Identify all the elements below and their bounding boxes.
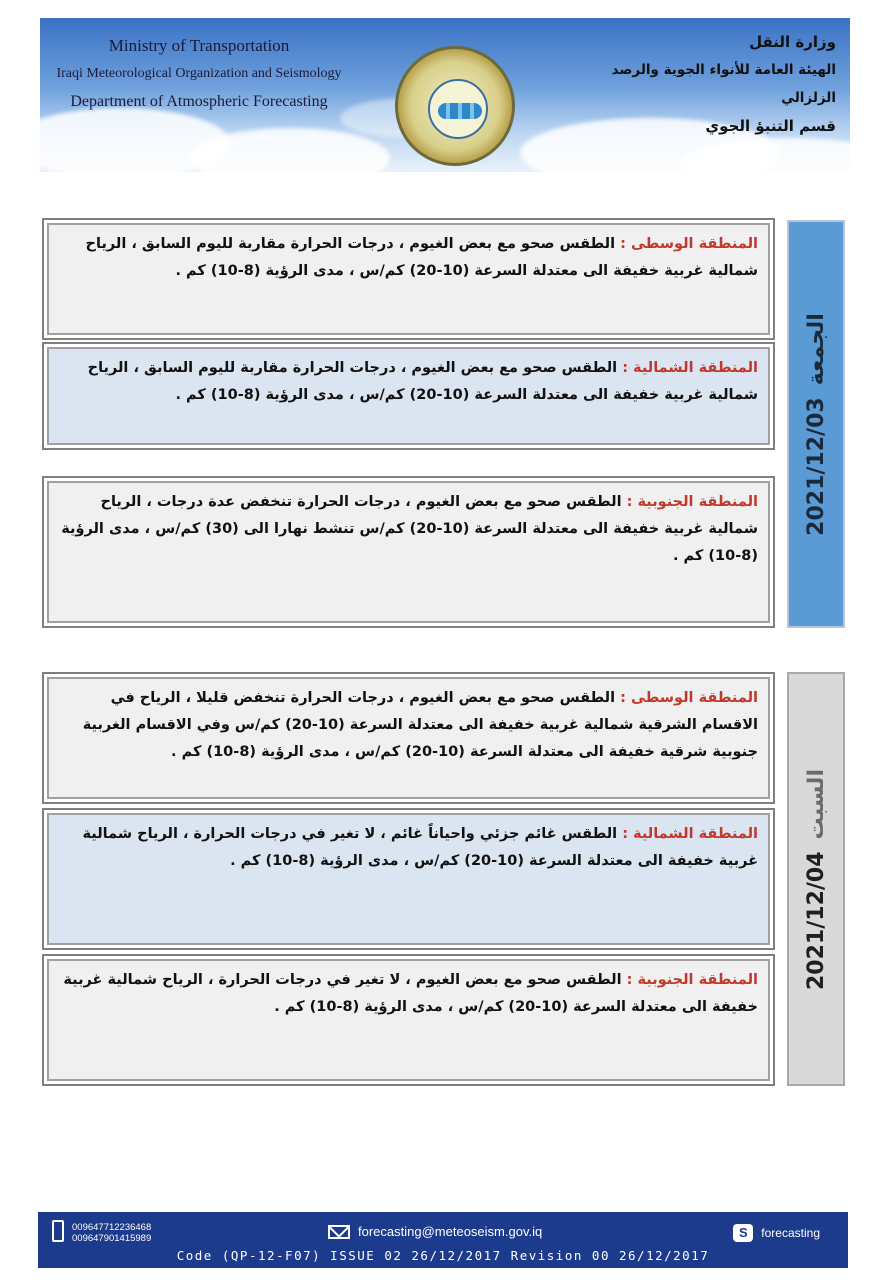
header-banner [40, 18, 850, 172]
phone-numbers [72, 1222, 151, 1244]
date-friday: 2021/12/03 [803, 396, 829, 536]
forecast-text: الطقس صحو مع بعض الغيوم ، لا تغير في درجات الحرارة ، الرياح شمالية غربية خفيفة الى معتدلة السرعة (10-20) كم/س ، مدى الرؤية (8-10) كم . [63, 972, 758, 1015]
date-bar-saturday [787, 672, 845, 1086]
date-bar-friday [787, 220, 845, 628]
header-english [54, 32, 344, 116]
phone-number-1: 009647712236468 [72, 1222, 152, 1233]
skype-icon: S [733, 1224, 753, 1242]
forecast-text: الطقس غائم جزئي واحياناً غائم ، لا تغير في درجات الحرارة ، الرياح شمالية غربية خفيفة الى معتدلة السرعة (10-20) كم/س ، مدى الرؤية (8-10) كم . [82, 826, 758, 869]
forecast-box-fri-central: المنطقة الوسطى : الطقس صحو مع بعض الغيوم ، درجات الحرارة مقاربة لليوم السابق ، الرياح شمالية غربية خفيفة الى معتدلة السرعة (10-20) كم/س ، مدى الرؤية (8-10) كم . [42, 218, 775, 340]
day-name-friday: الجمعة [803, 312, 829, 385]
region-label: المنطقة الشمالية [633, 360, 758, 376]
mail-icon [328, 1225, 350, 1239]
day-name-saturday: السبت [803, 768, 829, 839]
region-label: المنطقة الجنوبية [637, 972, 758, 988]
forecast-text: الطقس صحو مع بعض الغيوم ، درجات الحرارة تنخفض عدة درجات ، الرياح شمالية غربية خفيفة الى معتدلة السرعة (10-20) كم/س تنشط نهارا الى (30) كم/س ، مدى الرؤية (8-10) كم . [61, 494, 758, 564]
region-label: المنطقة الوسطى [630, 236, 758, 252]
phone-icon [52, 1220, 64, 1242]
forecast-box-sat-central: المنطقة الوسطى : الطقس صحو مع بعض الغيوم ، درجات الحرارة تنخفض قليلا ، الرياح في الاقسام الشرقية شمالية غربية خفيفة الى معتدلة السرعة (10-20) كم/س وفي الاقسام الغربية جنوبية شرقية خفيفة الى معتدلة السرعة (10-20) كم/س ، مدى الرؤية (8-10) كم . [42, 672, 775, 804]
region-label: المنطقة الشمالية [633, 826, 758, 842]
region-label: المنطقة الوسطى [630, 690, 758, 706]
forecast-text: الطقس صحو مع بعض الغيوم ، درجات الحرارة تنخفض قليلا ، الرياح في الاقسام الشرقية شمالية غربية خفيفة الى معتدلة السرعة (10-20) كم/س وفي الاقسام الغربية جنوبية شرقية خفيفة الى معتدلة السرعة (10-20) كم/س ، مدى الرؤية (8-10) كم . [82, 690, 758, 760]
region-label: المنطقة الجنوبية [637, 494, 758, 510]
organization-name-en: Iraqi Meteorological Organization and Seismology [56, 66, 342, 81]
organization-logo [395, 46, 515, 166]
skype-handle[interactable]: forecasting [761, 1226, 820, 1240]
header-arabic [586, 28, 836, 140]
ministry-name-en: Ministry of Transportation [108, 36, 290, 55]
forecast-box-sat-north: المنطقة الشمالية : الطقس غائم جزئي واحياناً غائم ، لا تغير في درجات الحرارة ، الرياح شمالية غربية خفيفة الى معتدلة السرعة (10-20) كم/س ، مدى الرؤية (8-10) كم . [42, 808, 775, 950]
forecast-text: الطقس صحو مع بعض الغيوم ، درجات الحرارة مقاربة لليوم السابق ، الرياح شمالية غربية خفيفة الى معتدلة السرعة (10-20) كم/س ، مدى الرؤية (8-10) كم . [87, 360, 758, 403]
department-name-en: Department of Atmospheric Forecasting [70, 93, 328, 110]
forecast-box-fri-north: المنطقة الشمالية : الطقس صحو مع بعض الغيوم ، درجات الحرارة مقاربة لليوم السابق ، الرياح شمالية غربية خفيفة الى معتدلة السرعة (10-20) كم/س ، مدى الرؤية (8-10) كم . [42, 342, 775, 450]
date-saturday: 2021/12/04 [803, 850, 829, 990]
logo-emblem [428, 79, 488, 139]
document-code-line: Code (QP-12-F07) ISSUE 02 26/12/2017 Revision 00 26/12/2017 [176, 1248, 710, 1263]
email-contact[interactable] [328, 1224, 542, 1239]
forecast-box-sat-south: المنطقة الجنوبية : الطقس صحو مع بعض الغيوم ، لا تغير في درجات الحرارة ، الرياح شمالية غربية خفيفة الى معتدلة السرعة (10-20) كم/س ، مدى الرؤية (8-10) كم . [42, 954, 775, 1086]
department-name-ar: قسم التنبؤ الجوي [705, 117, 836, 135]
ministry-name-ar: وزارة النقل [749, 33, 836, 51]
forecast-text: الطقس صحو مع بعض الغيوم ، درجات الحرارة مقاربة لليوم السابق ، الرياح شمالية غربية خفيفة الى معتدلة السرعة (10-20) كم/س ، مدى الرؤية (8-10) كم . [85, 236, 758, 279]
skype-contact[interactable] [733, 1224, 820, 1242]
phone-number-2: 009647901415989 [72, 1233, 152, 1244]
organization-name-ar: الهيئة العامة للأنواء الجوية والرصد الزلزالي [611, 62, 836, 106]
email-address[interactable]: forecasting@meteoseism.gov.iq [358, 1224, 543, 1239]
forecast-box-fri-south: المنطقة الجنوبية : الطقس صحو مع بعض الغيوم ، درجات الحرارة تنخفض عدة درجات ، الرياح شمالية غربية خفيفة الى معتدلة السرعة (10-20) كم/س تنشط نهارا الى (30) كم/س ، مدى الرؤية (8-10) كم . [42, 476, 775, 628]
footer-bar [38, 1212, 848, 1268]
